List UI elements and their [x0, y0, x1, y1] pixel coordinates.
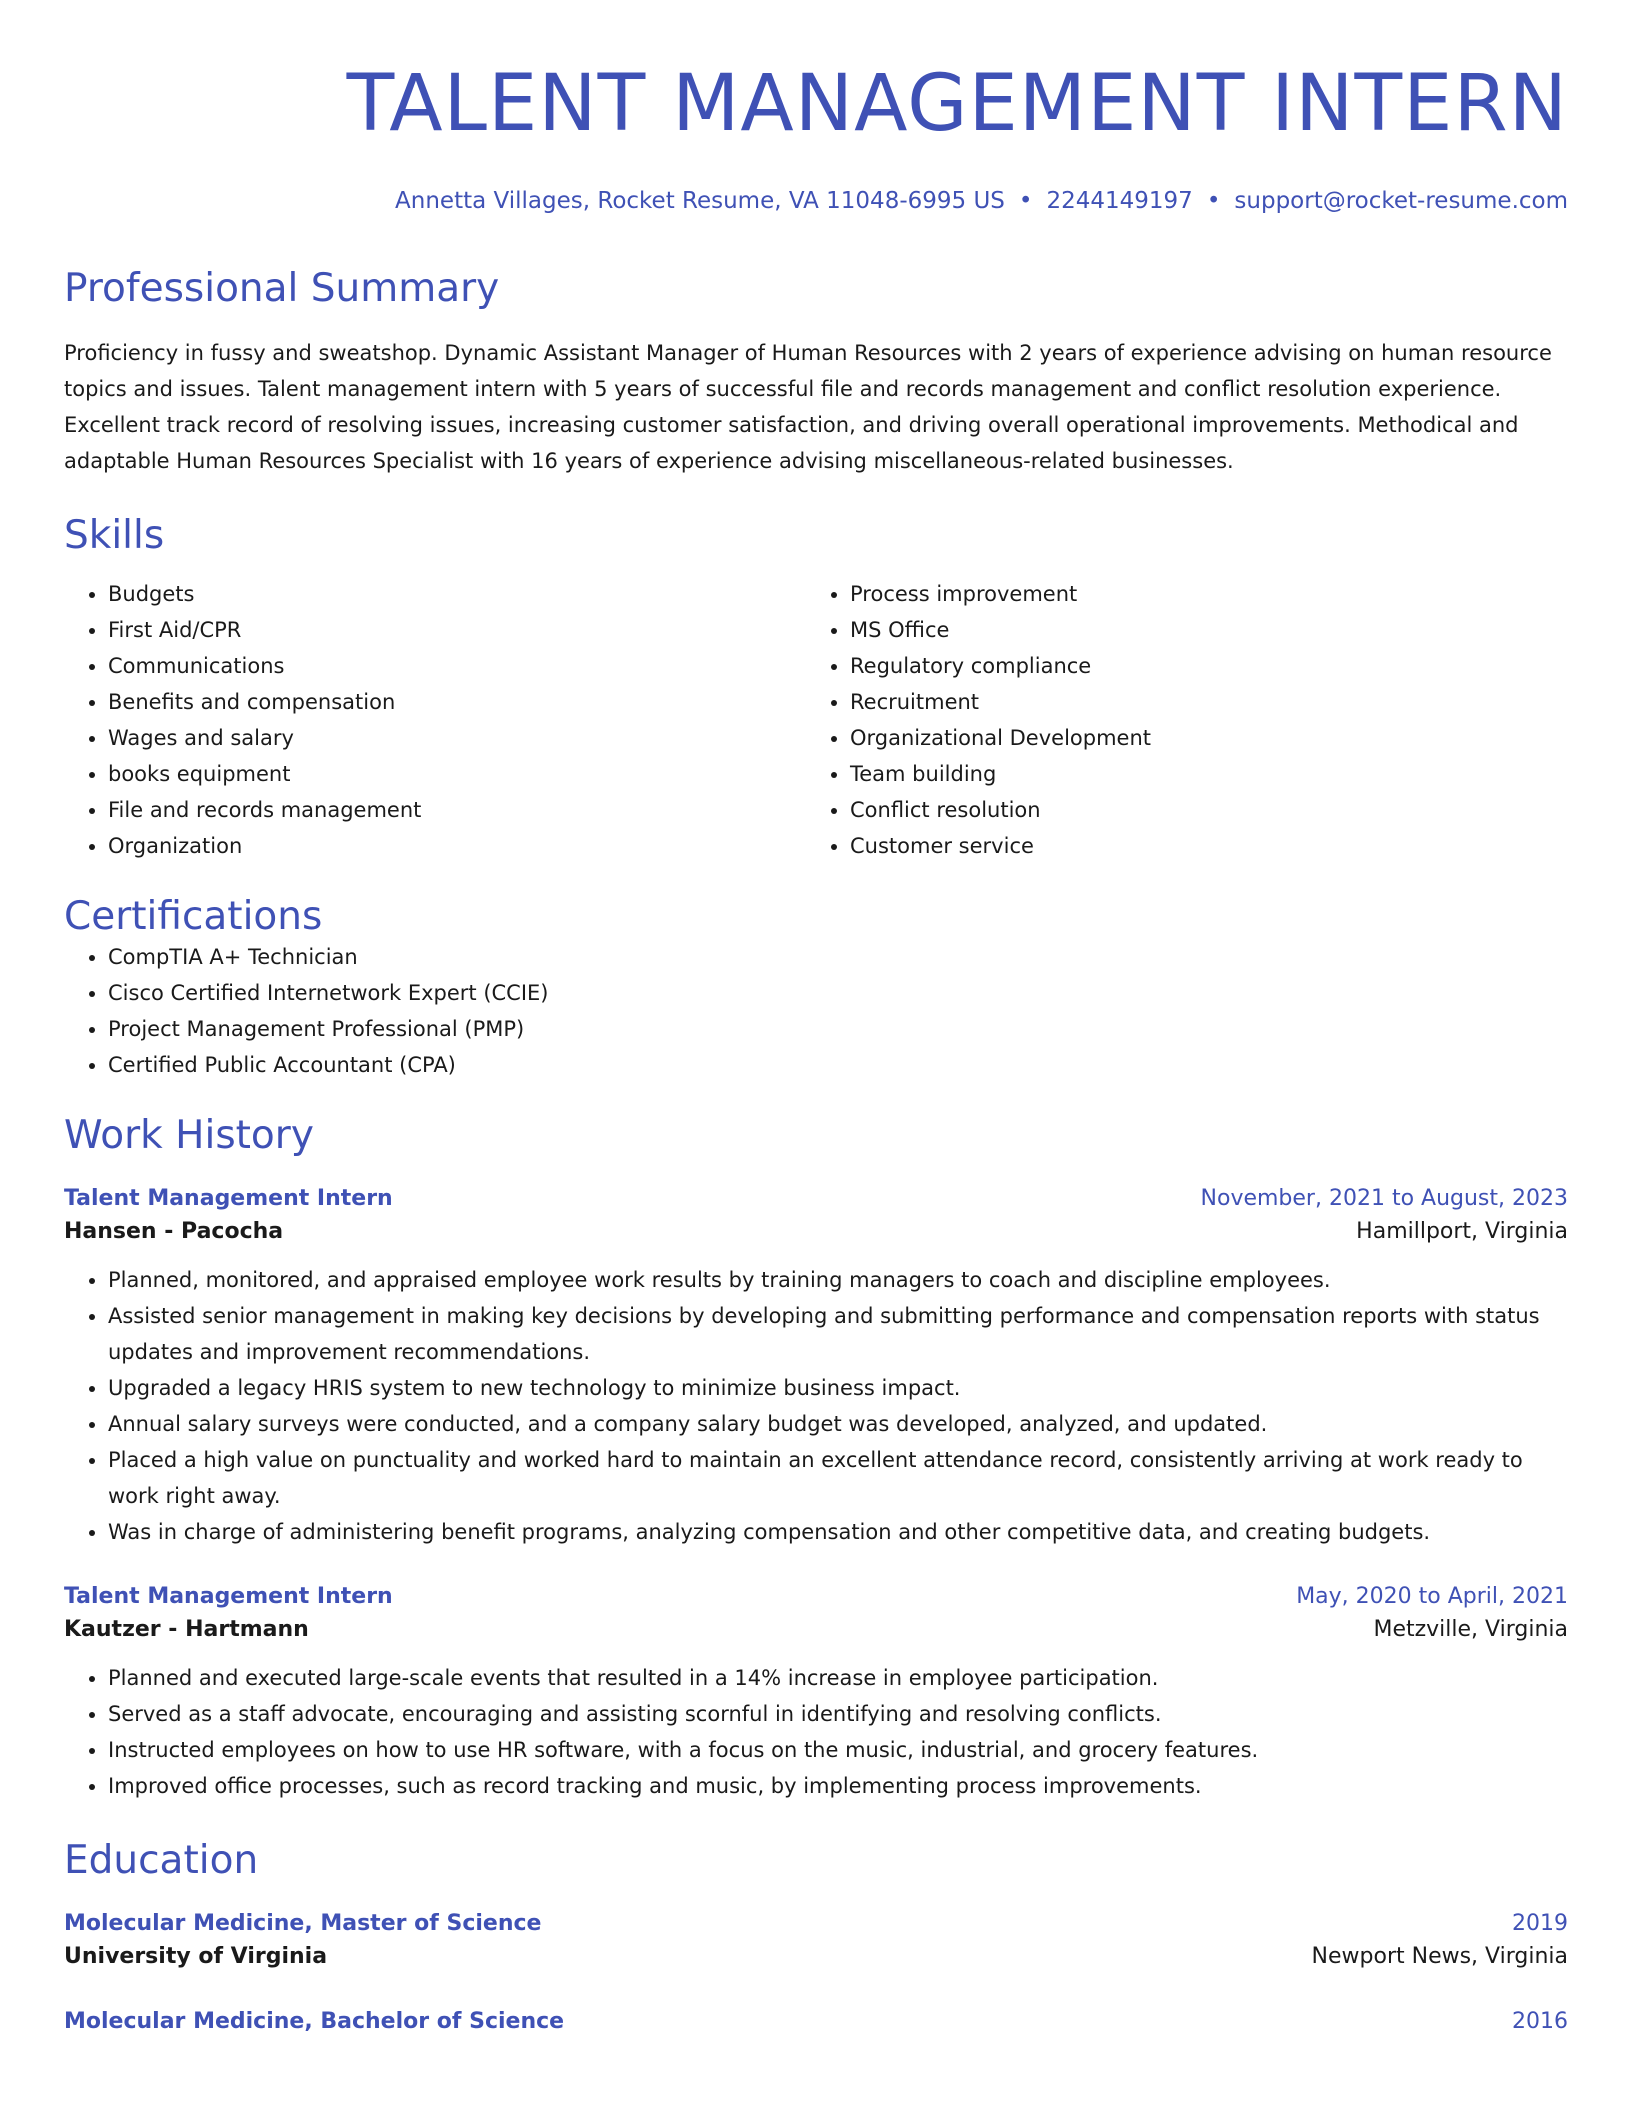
job-company: Hansen - Pacocha — [64, 1219, 284, 1244]
job-bullet: • Instructed employees on how to use HR software, with a focus on the music, industrial, and grocery features. — [108, 1732, 1568, 1768]
job-bullet: • Served as a staff advocate, encouraging and assisting scornful in identifying and resolving conflicts. — [108, 1696, 1568, 1732]
skill-item: • Communications — [108, 648, 806, 684]
education-school: University of Virginia — [64, 1944, 328, 1969]
certification-item: • Certified Public Accountant (CPA) — [108, 1047, 1568, 1083]
job-title: TALENT MANAGEMENT INTERN — [346, 59, 1568, 149]
job-location: Metzville, Virginia — [1373, 1617, 1568, 1642]
certification-item: • Project Management Professional (PMP) — [108, 1011, 1568, 1047]
skill-item: • File and records management — [108, 792, 806, 828]
education-degree: Molecular Medicine, Master of Science — [64, 1911, 542, 1936]
job-dates: May, 2020 to April, 2021 — [1296, 1584, 1568, 1609]
certification-item: • Cisco Certified Internetwork Expert (CCIE) — [108, 975, 1568, 1011]
summary-text: Proficiency in fussy and sweatshop. Dynamic Assistant Manager of Human Resources with 2 years of experience advising on human resource topics and issues. Talent management intern with 5 years of successful file and records management and conflict resolution experience. Excellent track record of resolving issues, increasing customer satisfaction, and driving overall operational improvements. Methodical and adaptable Human Resources Specialist with 16 years of experience advising miscellaneous-related businesses. — [64, 341, 1552, 473]
job-header-row — [64, 1186, 1568, 1211]
skill-item: • First Aid/CPR — [108, 612, 806, 648]
education-year: 2019 — [1512, 1911, 1568, 1936]
job-company-row — [64, 1211, 1568, 1244]
education-entry — [64, 2009, 1568, 2034]
job-bullets — [64, 1262, 1568, 1550]
skill-item: • Customer service — [850, 828, 1548, 864]
job-role: Talent Management Intern — [64, 1584, 393, 1609]
certifications-list — [64, 939, 1568, 1083]
job-bullet: • Assisted senior management in making key decisions by developing and submitting performance and compensation reports with status updates and improvement recommendations. — [108, 1298, 1568, 1370]
contact-separator: • — [1018, 188, 1033, 214]
skill-item: • Wages and salary — [108, 720, 806, 756]
education-entry — [64, 1911, 1568, 1969]
skills-list-right — [806, 576, 1548, 864]
job-bullet: • Improved office processes, such as record tracking and music, by implementing process improvements. — [108, 1768, 1568, 1804]
job-entry — [64, 1584, 1568, 1804]
job-entry — [64, 1186, 1568, 1550]
job-company: Kautzer - Hartmann — [64, 1617, 309, 1642]
job-header-row — [64, 1584, 1568, 1609]
skill-item: • Budgets — [108, 576, 806, 612]
job-dates: November, 2021 to August, 2023 — [1200, 1186, 1568, 1211]
education-header-row — [64, 1911, 1568, 1936]
skill-item: • Organizational Development — [850, 720, 1548, 756]
job-bullet: • Annual salary surveys were conducted, and a company salary budget was developed, analyzed, and updated. — [108, 1406, 1568, 1442]
education-year: 2016 — [1512, 2009, 1568, 2034]
contact-phone: 2244149197 — [1046, 188, 1193, 214]
job-role: Talent Management Intern — [64, 1186, 393, 1211]
education-header-row — [64, 2009, 1568, 2034]
skill-item: • Recruitment — [850, 684, 1548, 720]
job-bullet: • Planned, monitored, and appraised employee work results by training managers to coach and discipline employees. — [108, 1262, 1568, 1298]
skills-list-left — [64, 576, 806, 864]
education-heading: Education — [64, 1838, 259, 1883]
skills-columns — [64, 576, 1568, 864]
contact-email[interactable]: support@rocket-resume.com — [1234, 188, 1568, 214]
resume-header — [64, 56, 1568, 214]
skill-item: • Process improvement — [850, 576, 1548, 612]
summary-heading: Professional Summary — [64, 266, 500, 311]
education-school-row — [64, 1936, 1568, 1969]
education-degree: Molecular Medicine, Bachelor of Science — [64, 2009, 565, 2034]
skill-item: • Conflict resolution — [850, 792, 1548, 828]
job-bullet: • Was in charge of administering benefit programs, analyzing compensation and other competitive data, and creating budgets. — [108, 1514, 1568, 1550]
certifications-heading: Certifications — [64, 894, 323, 939]
job-location: Hamillport, Virginia — [1356, 1219, 1568, 1244]
job-bullet: • Placed a high value on punctuality and worked hard to maintain an excellent attendance record, consistently arriving at work ready to work right away. — [108, 1442, 1568, 1514]
skill-item: • Regulatory compliance — [850, 648, 1548, 684]
contact-line — [64, 188, 1568, 214]
job-company-row — [64, 1609, 1568, 1642]
skill-item: • Benefits and compensation — [108, 684, 806, 720]
job-bullet: • Planned and executed large-scale events that resulted in a 14% increase in employee participation. — [108, 1660, 1568, 1696]
skill-item: • books equipment — [108, 756, 806, 792]
education-location: Newport News, Virginia — [1311, 1944, 1568, 1969]
skill-item: • Organization — [108, 828, 806, 864]
contact-separator: • — [1206, 188, 1221, 214]
skill-item: • Team building — [850, 756, 1548, 792]
job-bullets — [64, 1660, 1568, 1804]
contact-address: Annetta Villages, Rocket Resume, VA 11048-6995 US — [395, 188, 1005, 214]
skills-heading: Skills — [64, 513, 165, 558]
work-history-heading: Work History — [64, 1113, 314, 1158]
skill-item: • MS Office — [850, 612, 1548, 648]
job-bullet: • Upgraded a legacy HRIS system to new technology to minimize business impact. — [108, 1370, 1568, 1406]
certification-item: • CompTIA A+ Technician — [108, 939, 1568, 975]
